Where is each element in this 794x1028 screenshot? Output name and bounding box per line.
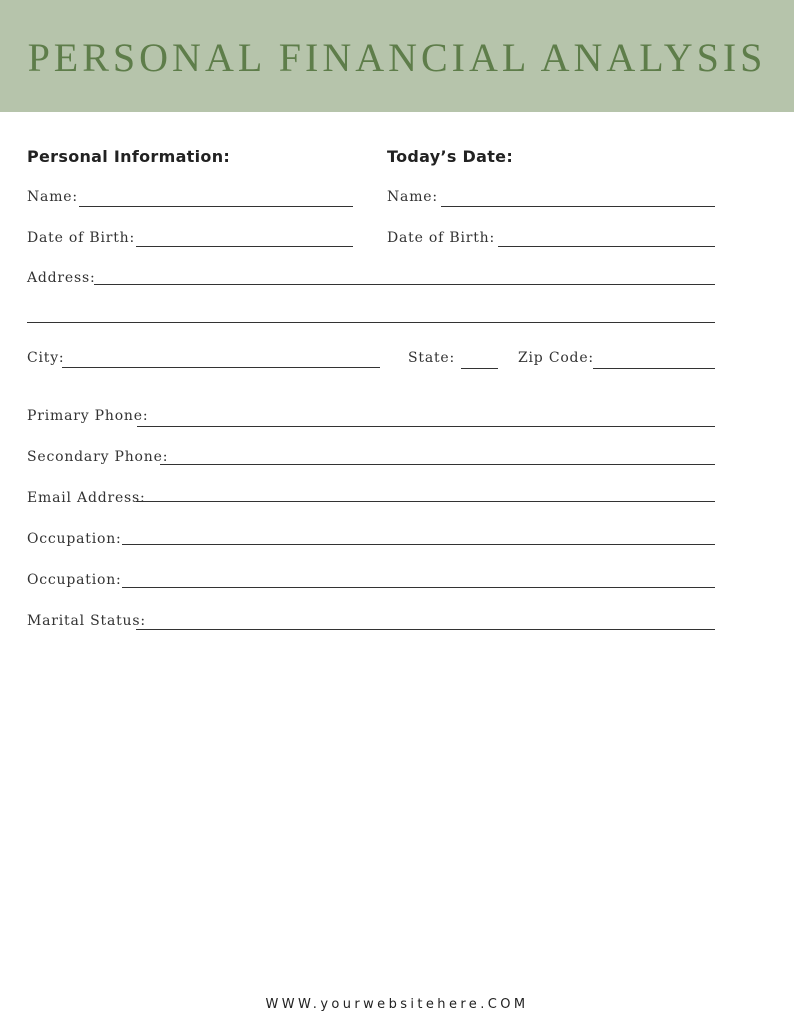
address-field-line-1[interactable] [94, 284, 715, 285]
name-field-right[interactable] [441, 206, 715, 207]
header-banner [0, 0, 794, 112]
email-address-label: Email Address: [27, 490, 146, 506]
zip-code-label: Zip Code: [518, 350, 594, 366]
section-heading-todays-date: Today’s Date: [387, 147, 514, 166]
state-label: State: [408, 350, 455, 366]
page-title: PERSONAL FINANCIAL ANALYSIS [27, 35, 767, 80]
occupation-label-2: Occupation: [27, 572, 122, 588]
occupation-label-1: Occupation: [27, 531, 122, 547]
name-label-right: Name: [387, 189, 438, 205]
dob-label-right: Date of Birth: [387, 230, 496, 246]
city-label: City: [27, 350, 65, 366]
primary-phone-field[interactable] [137, 426, 715, 427]
name-field-left[interactable] [79, 206, 353, 207]
address-field-line-2[interactable] [27, 322, 715, 323]
occupation-field-1[interactable] [122, 544, 715, 545]
section-heading-personal-information: Personal Information: [27, 147, 231, 166]
dob-label-left: Date of Birth: [27, 230, 136, 246]
city-field[interactable] [62, 367, 380, 368]
primary-phone-label: Primary Phone: [27, 408, 149, 424]
email-address-field[interactable] [136, 501, 715, 502]
address-label: Address: [27, 270, 96, 286]
dob-field-left[interactable] [136, 246, 353, 247]
marital-status-field[interactable] [136, 629, 715, 630]
occupation-field-2[interactable] [122, 587, 715, 588]
dob-field-right[interactable] [498, 246, 715, 247]
secondary-phone-label: Secondary Phone: [27, 449, 169, 465]
zip-code-field[interactable] [593, 368, 715, 369]
name-label-left: Name: [27, 189, 78, 205]
state-field[interactable] [461, 368, 498, 369]
footer-website: WWW.yourwebsitehere.COM [265, 997, 529, 1012]
secondary-phone-field[interactable] [160, 464, 715, 465]
marital-status-label: Marital Status: [27, 613, 146, 629]
